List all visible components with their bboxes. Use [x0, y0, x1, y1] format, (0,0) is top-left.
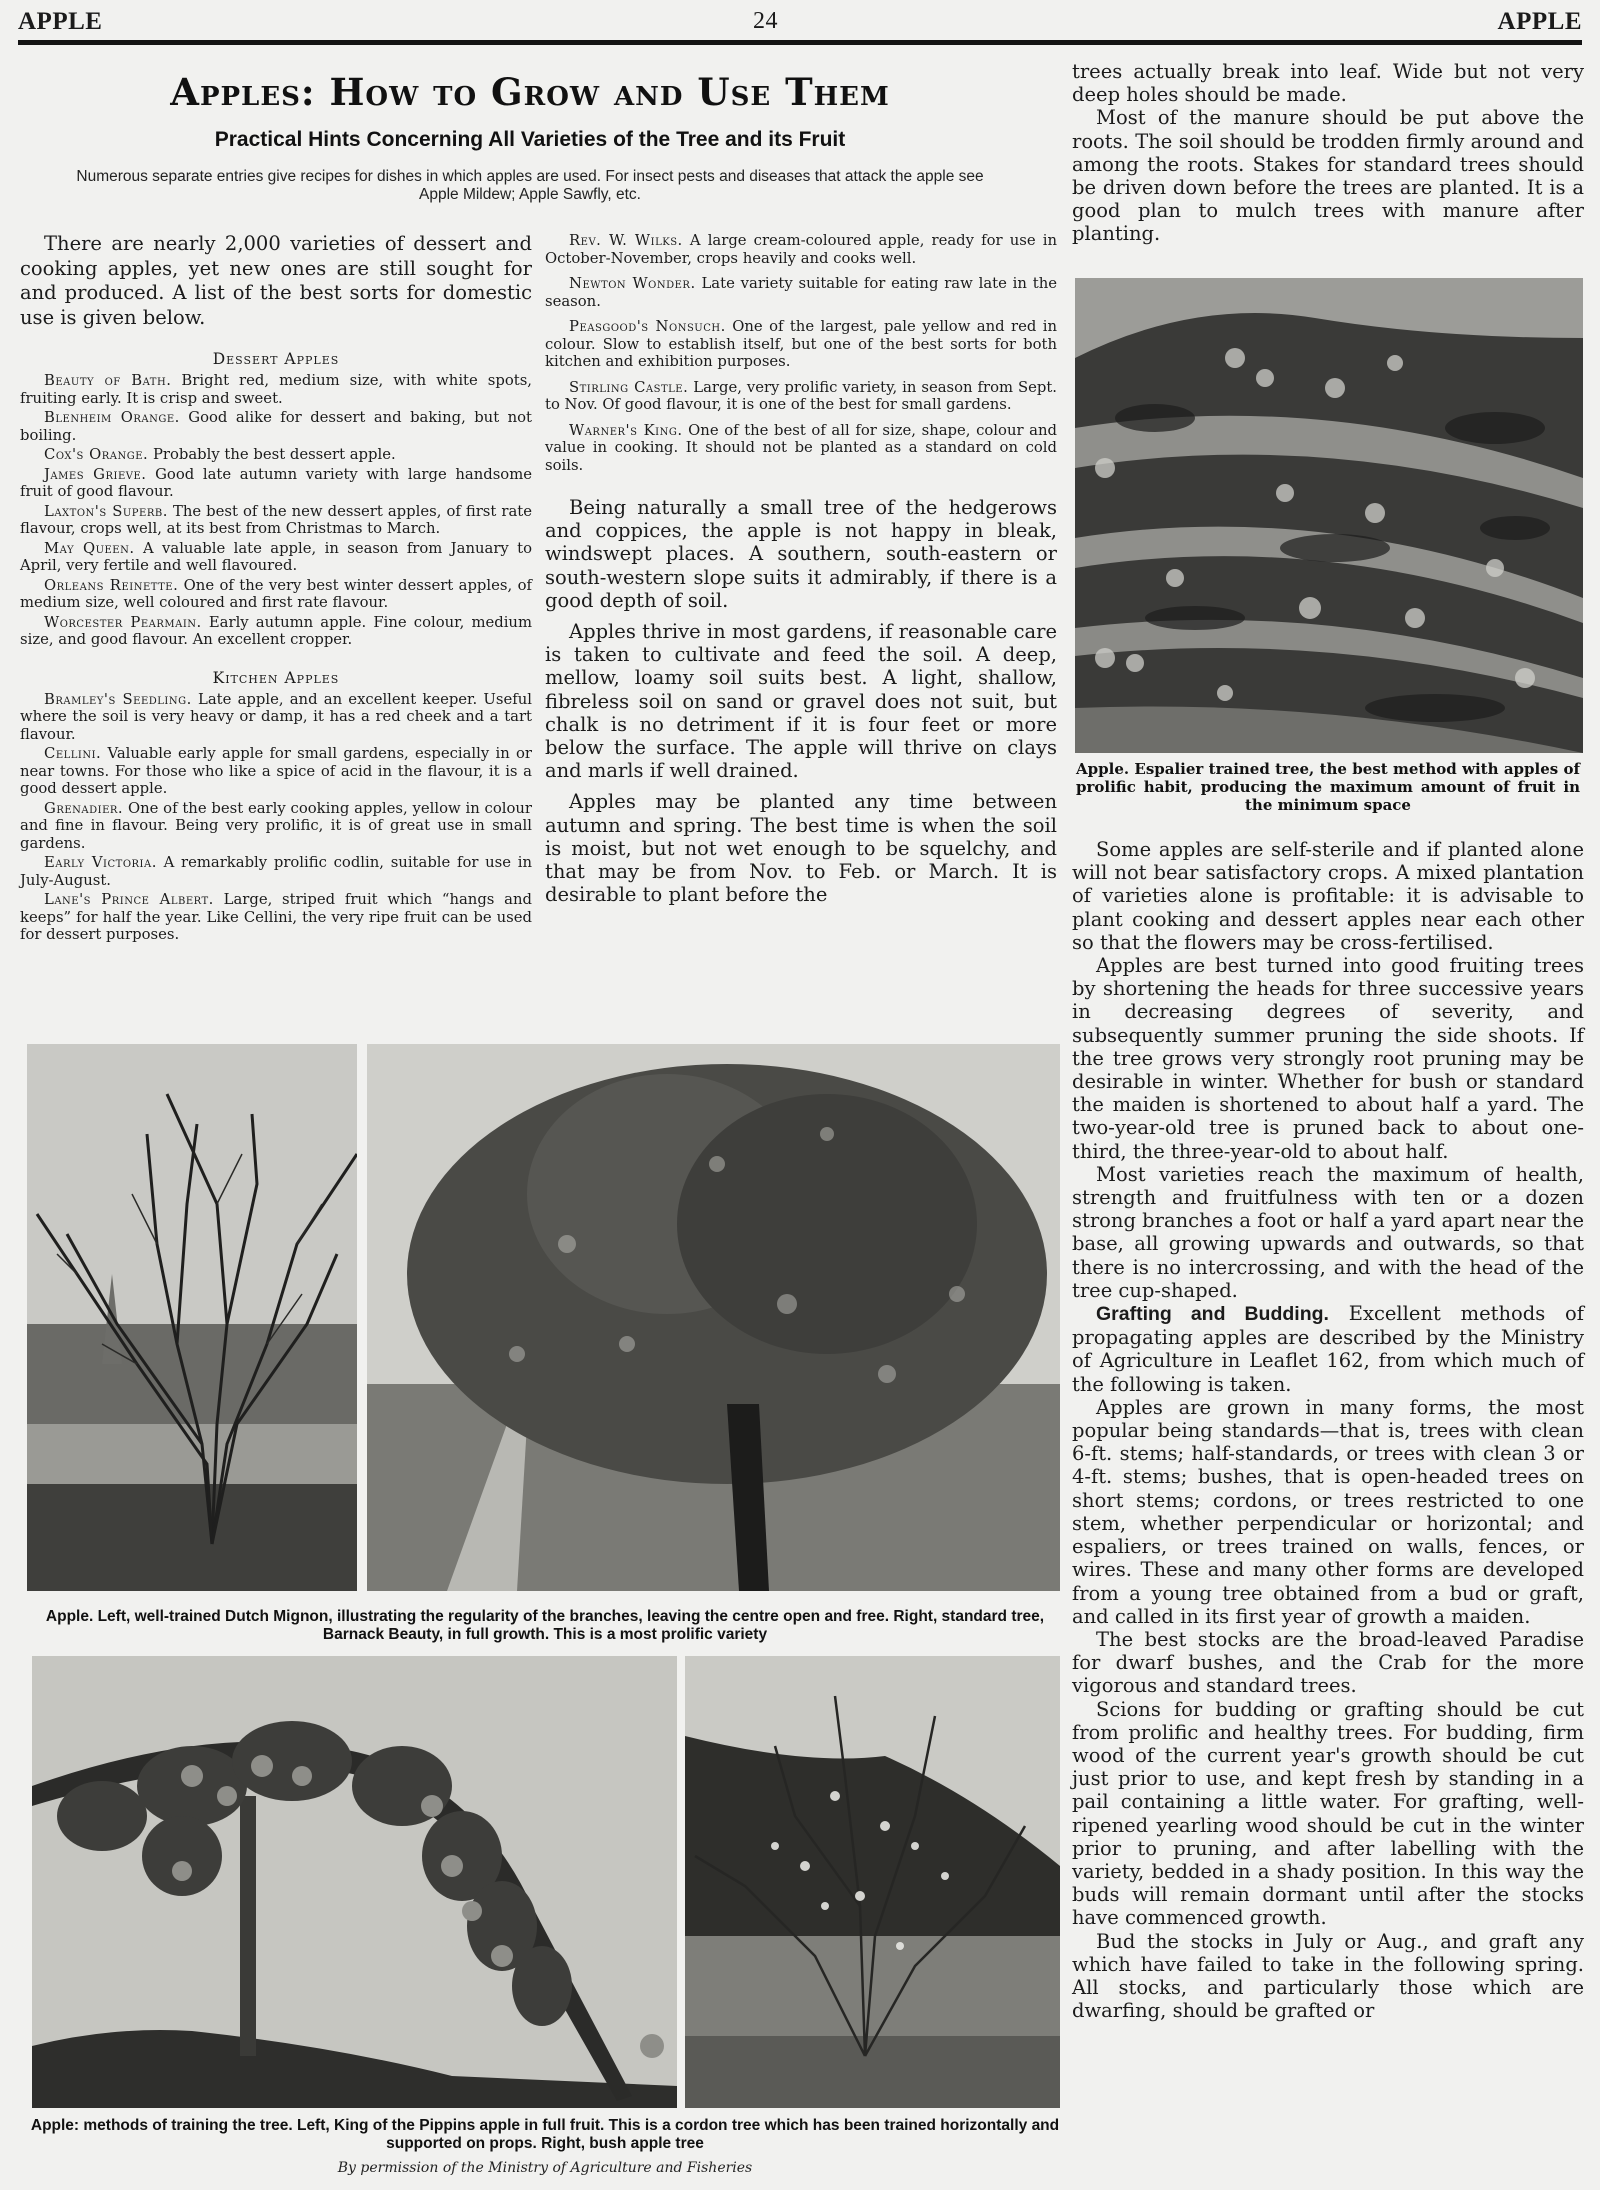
variety-entry	[20, 540, 532, 575]
bare-tree-illustration	[27, 1044, 357, 1591]
photo-espalier-tree	[1075, 278, 1583, 753]
variety-name: Beauty of Bath.	[44, 372, 172, 389]
running-head	[18, 4, 1582, 42]
variety-entry	[20, 614, 532, 649]
running-head-right: APPLE	[1497, 8, 1582, 35]
body-paragraph: Being naturally a small tree of the hedgerows and coppices, the apple is not happy in bleak, windswept places. A southern, south-eastern or south-western slope suits it admirably, if there is a good depth of soil.	[545, 496, 1057, 612]
variety-entry	[545, 232, 1057, 267]
body-paragraph: trees actually break into leaf. Wide but not very deep holes should be made.	[1072, 60, 1584, 107]
grafting-lead: Excellent methods of propagating apples are described by the Ministry of Agriculture in Leaflet 162, from which much of the following is taken.	[1072, 1302, 1584, 1396]
body-paragraph: Bud the stocks in July or Aug., and graft any which have failed to take in the following spring. All stocks, and particularly those which are dwarfing, should be grafted or	[1072, 1929, 1584, 2023]
variety-description: Early autumn apple. Fine colour, medium size, and good flavour. An excellent cropper.	[20, 613, 532, 648]
variety-name: Peasgood's Nonsuch.	[569, 318, 726, 335]
body-paragraph: Some apples are self-sterile and if planted alone will not bear satisfactory crops. A mixed plantation of varieties alone is profitable: it is advisable to plant cooking and dessert apples near each other so that the flowers may be cross-fertilised.	[1072, 838, 1584, 954]
page-title: Apples: How to Grow and Use Them	[170, 70, 890, 114]
variety-description: One of the largest, pale yellow and red in colour. Slow to establish itself, but one of the best sorts for both kitchen and exhibition purposes.	[545, 318, 1057, 370]
variety-entry	[545, 422, 1057, 475]
variety-entry	[545, 379, 1057, 414]
variety-entry	[20, 800, 532, 853]
variety-description: One of the best of all for size, shape, colour and value in cooking. It should not be planted as a standard on cold soils.	[545, 421, 1057, 474]
variety-name: Early Victoria.	[44, 854, 157, 871]
variety-name: Blenheim Orange.	[44, 409, 180, 426]
variety-description: Good alike for dessert and baking, but not boiling.	[20, 409, 532, 444]
variety-description: One of the very best winter dessert apples, of medium size, well coloured and first rate flavour.	[20, 576, 532, 611]
photo-bush-apple-tree	[685, 1656, 1060, 2108]
variety-description: One of the best early cooking apples, yellow in colour and fine in flavour. Being very prolific, it is of great use in small gardens.	[20, 799, 532, 852]
variety-name: Warner's King.	[569, 421, 683, 439]
variety-name: May Queen.	[44, 539, 135, 557]
column-left	[20, 232, 532, 946]
variety-name: Lane's Prince Albert.	[44, 891, 214, 908]
variety-name: Rev. W. Wilks.	[569, 232, 683, 249]
body-paragraph: Scions for budding or grafting should be cut from prolific and healthy trees. For budding, firm wood of the current year's growth should be cut just prior to use, and kept fresh by standing in a pail containing a little water. For grafting, well-ripened yearling wood should be cut in the winter prior to pruning, and after labelling with the variety, bedded in a shady position. In this way the buds will remain dormant until after the stocks have commenced growth.	[1072, 1697, 1584, 1930]
body-paragraph: Apples may be planted any time between autumn and spring. The best time is when the soil is moist, but not wet enough to be squelchy, and that may be from Nov. to Feb. or March. It is desirable to plant before the	[545, 790, 1057, 907]
variety-name: Grenadier.	[44, 799, 124, 817]
body-paragraph: Most varieties reach the maximum of health, strength and fruitfulness with ten or a dozen strong branches a foot or half a yard apart near the base, all growing upwards and outwards, so that there is no intercrossing, and with the head of the tree cup-shaped.	[1072, 1162, 1584, 1302]
variety-name: Laxton's Superb.	[44, 502, 168, 520]
body-paragraph: Apples are best turned into good fruiting trees by shortening the heads for three successive years in decreasing degrees of severity, and subsequently summer pruning the side shoots. If the tree grows very strongly root pruning may be desirable in winter. Whether for bush or standard the maiden is shortened to about half a yard. The two-year-old tree is pruned back to about one-third, the three-year-old to about half.	[1072, 954, 1584, 1163]
section-heading-grafting: Grafting and Budding.	[1096, 1303, 1329, 1326]
variety-entry	[20, 691, 532, 744]
variety-entry	[20, 503, 532, 538]
variety-entry	[20, 466, 532, 501]
kitchen-apple-list-part1	[20, 691, 532, 944]
page-subtitle: Practical Hints Concerning All Varieties of the Tree and its Fruit	[214, 128, 846, 151]
cordon-tree-illustration	[32, 1656, 677, 2108]
variety-entry	[20, 745, 532, 798]
body-paragraph: The best stocks are the broad-leaved Paradise for dwarf bushes, and the Crab for the more vigorous and standard trees.	[1072, 1627, 1584, 1698]
variety-entry	[545, 275, 1057, 310]
variety-entry	[20, 446, 532, 464]
variety-entry	[20, 577, 532, 612]
variety-description: Valuable early apple for small gardens, especially in or near towns. For those who like a spice of acid in the flavour, it is a good dessert apple.	[20, 745, 532, 797]
photo-king-of-the-pippins	[32, 1656, 677, 2108]
grafting-paragraph	[1072, 1302, 1584, 1396]
column-middle	[545, 232, 1057, 906]
intro-paragraph: There are nearly 2,000 varieties of dessert and cooking apples, yet new ones are still sought for and produced. A list of the best sorts for domestic use is given below.	[20, 232, 532, 329]
variety-description: A large cream-coloured apple, ready for use in October-November, crops heavily and cooks well.	[545, 232, 1057, 267]
variety-description: Large, very prolific variety, in season from Sept. to Nov. Of good flavour, it is one of the best for small gardens.	[545, 378, 1057, 413]
variety-description: Bright red, medium size, with white spots, fruiting early. It is crisp and sweet.	[20, 372, 532, 407]
photo-dutch-mignon	[27, 1044, 357, 1591]
variety-entry	[20, 409, 532, 444]
espalier-illustration	[1075, 278, 1583, 753]
variety-name: Worcester Pearmain.	[44, 613, 202, 631]
caption-espalier: Apple. Espalier trained tree, the best method with apples of prolific habit, producing the maximum amount of fruit in the minimum space	[1076, 760, 1580, 814]
body-paragraph: Apples are grown in many forms, the most popular being standards—that is, trees with clean 6-ft. stems; half-standards, or trees with clean 3 or 4-ft. stems; bushes, that is open-headed trees on short stems; cordons, or trees restricted to one stem, whether perpendicular or horizontal; and espaliers, or trees trained on walls, fences, or wires. These and many other forms are developed from a young tree obtained from a bud or graft, and called in its first year of growth a maiden.	[1072, 1395, 1584, 1628]
variety-entry	[20, 372, 532, 407]
variety-description: Late apple, and an excellent keeper. Useful where the soil is very heavy or damp, it has a red cheek and a tart flavour.	[20, 690, 532, 743]
variety-name: Orleans Reinette.	[44, 576, 179, 594]
variety-name: Bramley's Seedling.	[44, 690, 192, 708]
kitchen-apple-list-part2	[545, 232, 1057, 474]
photo-barnack-beauty	[367, 1044, 1060, 1591]
column-right-top	[1072, 60, 1584, 246]
cross-reference-note: Numerous separate entries give recipes for dishes in which apples are used. For insect pests and diseases that attack the apple see Apple Mildew; Apple Sawfly, etc.	[76, 168, 984, 203]
header-rule	[18, 40, 1582, 45]
section-heading-dessert: Dessert Apples	[212, 350, 340, 368]
variety-name: Newton Wonder.	[569, 275, 696, 292]
standard-tree-illustration	[367, 1044, 1060, 1591]
variety-description: The best of the new dessert apples, of first rate flavour, crops well, at its best from Christmas to March.	[20, 502, 532, 537]
variety-name: Stirling Castle.	[569, 378, 689, 396]
body-paragraph: Apples thrive in most gardens, if reasonable care is taken to cultivate and feed the soil. A deep, mellow, loamy soil suits best. A light, shallow, fibreless soil on sand or gravel does not suit, but chalk is no detriment if it is four feet or more below the surface. The apple will thrive on clays and marls if well drained.	[545, 620, 1057, 783]
bush-tree-illustration	[685, 1656, 1060, 2108]
column-right-bottom	[1072, 838, 1584, 2022]
variety-description: A valuable late apple, in season from January to April, very fertile and well flavoured.	[20, 539, 532, 574]
variety-entry	[20, 854, 532, 889]
dessert-apple-list	[20, 372, 532, 649]
caption-cordon: Apple: methods of training the tree. Left, King of the Pippins apple in full fruit. This is a cordon tree which has been trained horizontally and supported on props. Right, bush apple tree	[30, 2117, 1060, 2152]
variety-name: Cellini.	[44, 745, 102, 762]
running-head-left: APPLE	[18, 8, 103, 35]
caption-trees: Apple. Left, well-trained Dutch Mignon, illustrating the regularity of the branches, leaving the centre open and free. Right, standard tree, Barnack Beauty, in full growth. This is a most prolific variety	[45, 1608, 1045, 1643]
variety-description: Late variety suitable for eating raw late in the season.	[545, 275, 1057, 310]
variety-description: A remarkably prolific codlin, suitable for use in July-August.	[20, 854, 532, 889]
variety-name: Cox's Orange.	[44, 446, 149, 463]
variety-description: Large, striped fruit which “hangs and keeps” for half the year. Like Cellini, the very ripe fruit can be used for dessert purposes.	[20, 891, 532, 943]
variety-entry	[545, 318, 1057, 371]
variety-description: Good late autumn variety with large handsome fruit of good flavour.	[20, 465, 532, 500]
variety-entry	[20, 891, 532, 944]
page-number: 24	[753, 8, 778, 34]
photo-credit: By permission of the Ministry of Agriculture and Fisheries	[337, 2160, 753, 2176]
variety-name: James Grieve.	[44, 465, 147, 483]
title-block	[30, 70, 1030, 204]
variety-description: Probably the best dessert apple.	[152, 446, 396, 463]
body-paragraph: Most of the manure should be put above the roots. The soil should be trodden firmly around and among the roots. Stakes for standard trees should be driven down before the trees are planted. It is a good plan to mulch trees with manure after planting.	[1072, 106, 1584, 246]
section-heading-kitchen: Kitchen Apples	[212, 668, 340, 687]
